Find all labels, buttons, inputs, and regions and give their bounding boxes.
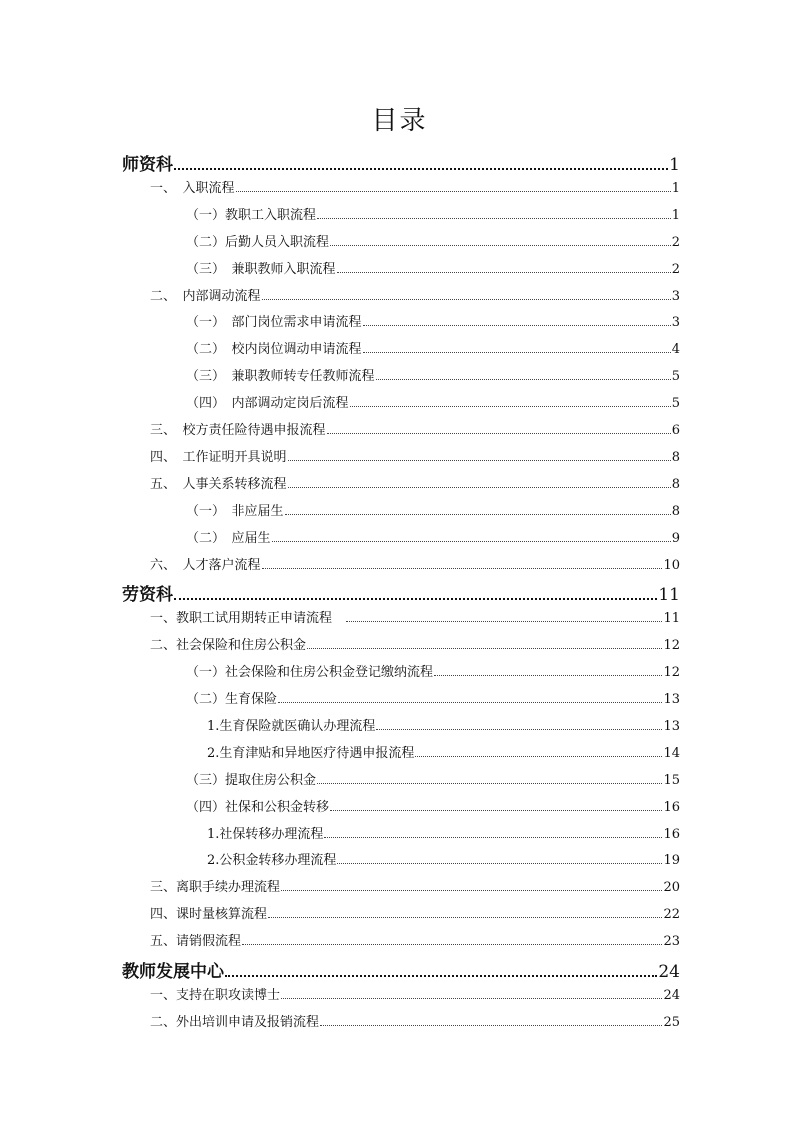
toc-entry[interactable] [186, 204, 680, 223]
toc-entry[interactable] [186, 392, 680, 411]
toc-entry[interactable] [150, 446, 680, 465]
toc-page-number: 8 [671, 503, 680, 519]
toc-entry[interactable] [186, 258, 680, 277]
toc-leader-dots [288, 459, 671, 461]
toc-page-number: 5 [671, 396, 680, 412]
toc-page-number: 25 [663, 1014, 680, 1030]
toc-leader-dots [278, 701, 662, 703]
toc-entry[interactable] [207, 849, 680, 868]
toc-leader-dots [327, 432, 671, 434]
toc-entry[interactable] [150, 930, 680, 949]
toc-page-number: 14 [663, 745, 680, 761]
toc-entry-label: （二） 应届生 [186, 530, 271, 546]
toc-leader-dots [434, 674, 662, 676]
toc-leader-dots [285, 513, 671, 515]
toc-page-number: 16 [663, 799, 680, 815]
toc-entry[interactable] [186, 231, 680, 250]
toc-entry-label: 1.社保转移办理流程 [207, 826, 324, 842]
toc-entry-label: （一） 非应届生 [186, 503, 284, 519]
toc-entry[interactable] [122, 957, 680, 982]
toc-leader-dots [415, 755, 662, 757]
toc-entry-label: （三）提取住房公积金 [186, 772, 317, 788]
toc-leader-dots [262, 298, 671, 300]
toc-page-number: 16 [663, 826, 680, 842]
toc-page-number: 2 [671, 234, 680, 250]
toc-leader-dots [337, 271, 671, 273]
toc-page-number: 11 [658, 585, 680, 606]
toc-entry[interactable] [207, 742, 680, 761]
toc-leader-dots [320, 1024, 662, 1026]
toc-page-number: 2 [671, 261, 680, 277]
toc-page-number: 1 [669, 155, 680, 175]
toc-page-number: 22 [663, 907, 680, 923]
toc-entry[interactable] [207, 823, 680, 842]
toc-page-number: 8 [671, 476, 680, 492]
toc-entry-label: 教师发展中心 [122, 962, 224, 982]
toc-entry[interactable] [186, 688, 680, 707]
toc-leader-dots [236, 190, 671, 192]
toc-leader-dots [307, 647, 662, 649]
toc-leader-dots [330, 809, 662, 811]
toc-leader-dots [288, 486, 671, 488]
toc-page-number: 1 [671, 180, 680, 196]
toc-page-number: 5 [671, 369, 680, 385]
toc-entry-label: 六、 人才落户流程 [150, 557, 261, 573]
page-title: 目录 [371, 106, 428, 136]
toc-leader-dots [174, 597, 657, 600]
toc-page-number: 20 [663, 880, 680, 896]
toc-leader-dots [225, 974, 657, 977]
toc-page-number: 24 [658, 962, 680, 982]
toc-entry-label: 四、 工作证明开具说明 [150, 449, 287, 465]
toc-entry-label: （三） 兼职教师入职流程 [186, 261, 336, 277]
toc-page-number: 24 [663, 987, 680, 1003]
toc-entry-label: 劳资科 [122, 585, 173, 606]
toc-entry-label: （一）社会保险和住房公积金登记缴纳流程 [186, 665, 434, 681]
toc-page-number: 15 [663, 772, 680, 788]
toc-entry[interactable] [186, 527, 680, 546]
toc-leader-dots [281, 889, 662, 891]
toc-leader-dots [317, 782, 662, 784]
toc-entry[interactable] [150, 607, 680, 626]
toc-leader-dots [363, 351, 671, 353]
toc-entry[interactable] [150, 285, 680, 304]
toc-entry-label: （四） 内部调动定岗后流程 [186, 396, 349, 412]
toc-page-number: 12 [663, 638, 680, 654]
toc-entry-label: 二、外出培训申请及报销流程 [150, 1014, 320, 1030]
toc-entry-label: 三、离职手续办理流程 [150, 880, 281, 896]
toc-entry[interactable] [122, 150, 680, 175]
toc-page-number: 19 [663, 853, 680, 869]
toc-leader-dots [281, 997, 662, 999]
toc-leader-dots [363, 324, 671, 326]
toc-entry-label: 四、课时量核算流程 [150, 907, 268, 923]
toc-entry[interactable] [150, 984, 680, 1003]
toc-page-number: 4 [671, 342, 680, 358]
toc-entry-label: 二、社会保险和住房公积金 [150, 638, 307, 654]
toc-leader-dots [262, 567, 663, 569]
toc-entry-label: （四）社保和公积金转移 [186, 799, 330, 815]
toc-page-number: 8 [671, 449, 680, 465]
toc-entry-label: 2.公积金转移办理流程 [207, 853, 337, 869]
toc-entry-label: 三、 校方责任险待遇申报流程 [150, 423, 326, 438]
toc-entry-label: 五、请销假流程 [150, 934, 242, 950]
toc-entry-label: 五、 人事关系转移流程 [150, 476, 287, 492]
toc-page-number: 9 [671, 530, 680, 546]
toc-entry-label: 一、 入职流程 [150, 180, 235, 196]
toc-page-number: 23 [663, 934, 680, 950]
toc-entry[interactable] [150, 554, 680, 573]
toc-entry[interactable] [150, 903, 680, 922]
toc-entry-label: （三） 兼职教师转专任教师流程 [186, 369, 375, 385]
toc-entry[interactable] [186, 769, 680, 788]
toc-page-number: 12 [663, 665, 680, 681]
toc-entry[interactable] [150, 473, 680, 492]
toc-entry[interactable] [186, 500, 680, 519]
toc-entry-label: （二）后勤人员入职流程 [186, 234, 330, 250]
toc-entry[interactable] [186, 661, 680, 680]
toc-leader-dots [324, 836, 662, 838]
toc-entry-label: （二）生育保险 [186, 692, 278, 707]
toc-entry[interactable] [186, 365, 680, 384]
toc-page-number: 1 [671, 207, 680, 223]
toc-page-number: 3 [671, 315, 680, 331]
toc-page-number: 13 [663, 692, 680, 707]
toc-entry-label: 1.生育保险就医确认办理流程 [207, 718, 376, 734]
toc-page-number: 11 [663, 611, 680, 627]
toc-entry-label: 2.生育津贴和异地医疗待遇申报流程 [207, 745, 415, 761]
toc-leader-dots [350, 405, 671, 407]
toc-page-number: 6 [671, 423, 680, 438]
toc-entry-label: （二） 校内岗位调动申请流程 [186, 342, 362, 358]
toc-leader-dots [174, 167, 668, 170]
toc-entry-label: 二、 内部调动流程 [150, 288, 261, 304]
toc-entry[interactable] [186, 311, 680, 330]
toc-entry[interactable] [186, 796, 680, 815]
toc-entry[interactable] [122, 580, 680, 605]
toc-entry[interactable] [207, 715, 680, 734]
toc-page-number: 13 [663, 718, 680, 734]
toc-entry-label: （一）教职工入职流程 [186, 207, 317, 223]
toc-entry-label: 一、教职工试用期转正申请流程 [150, 611, 346, 627]
toc-leader-dots [317, 217, 671, 219]
toc-entry[interactable] [150, 177, 680, 196]
toc-entry-label: 师资科 [122, 155, 173, 175]
toc-leader-dots [242, 943, 662, 945]
toc-entry[interactable] [186, 338, 680, 357]
toc-entry[interactable] [150, 634, 680, 653]
toc-entry[interactable] [150, 419, 680, 438]
toc-page-number: 3 [671, 288, 680, 304]
toc-leader-dots [272, 540, 671, 542]
toc-leader-dots [376, 728, 662, 730]
toc-leader-dots [330, 244, 671, 246]
toc-page-number: 10 [663, 557, 680, 573]
toc-leader-dots [376, 378, 671, 380]
toc-entry[interactable] [150, 876, 680, 895]
toc-entry[interactable] [150, 1011, 680, 1030]
toc-leader-dots [346, 620, 662, 622]
toc-entry-label: （一） 部门岗位需求申请流程 [186, 315, 362, 331]
toc-entry-label: 一、支持在职攻读博士 [150, 987, 281, 1003]
toc-leader-dots [268, 916, 662, 918]
toc-leader-dots [337, 862, 662, 864]
